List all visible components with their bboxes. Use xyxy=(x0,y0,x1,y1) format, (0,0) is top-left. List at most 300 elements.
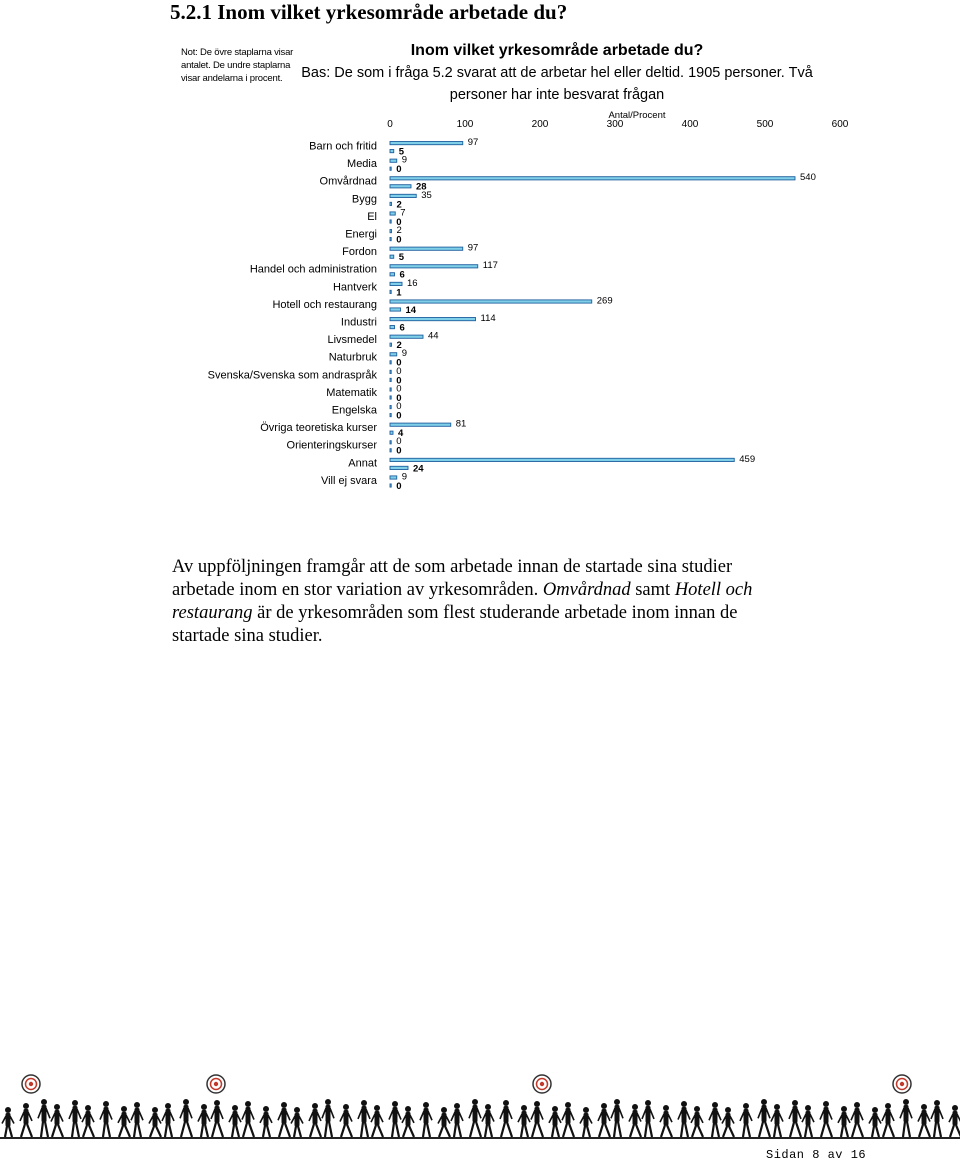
person-arm-icon xyxy=(389,1110,393,1120)
person-arm-icon xyxy=(629,1113,633,1122)
person-head-icon xyxy=(121,1106,127,1112)
person-head-icon xyxy=(85,1105,91,1111)
person-arm-icon xyxy=(309,1112,313,1121)
person-head-icon xyxy=(632,1104,638,1110)
person-head-icon xyxy=(361,1100,367,1106)
data-label-procent: 2 xyxy=(396,340,402,352)
person-leg-icon xyxy=(41,1122,43,1137)
person-leg-icon xyxy=(538,1123,543,1137)
person-leg-icon xyxy=(790,1122,794,1137)
person-leg-icon xyxy=(525,1125,528,1137)
person-body-icon xyxy=(42,1105,47,1122)
data-label-procent: 14 xyxy=(405,304,417,316)
person-body-icon xyxy=(122,1112,127,1126)
person-leg-icon xyxy=(876,1126,879,1137)
person-head-icon xyxy=(281,1102,287,1108)
person-body-icon xyxy=(73,1106,78,1123)
person-arm-icon xyxy=(508,1109,512,1119)
person-body-icon xyxy=(455,1109,460,1124)
person-arm-icon xyxy=(340,1113,344,1122)
person-head-icon xyxy=(521,1105,527,1111)
bar-procent xyxy=(390,326,395,329)
person-leg-icon xyxy=(316,1124,321,1137)
bar-antal xyxy=(390,230,392,233)
person-body-icon xyxy=(842,1112,847,1126)
person-head-icon xyxy=(934,1100,940,1106)
bar-procent xyxy=(390,343,392,346)
person-leg-icon xyxy=(150,1126,154,1137)
person-arm-icon xyxy=(402,1115,406,1123)
person-arm-icon xyxy=(482,1113,486,1122)
category-label: Industri xyxy=(340,316,377,329)
person-arm-icon xyxy=(908,1108,912,1118)
person-arm-icon xyxy=(531,1110,535,1120)
person-arm-icon xyxy=(219,1109,223,1119)
category-label: Omvårdnad xyxy=(319,175,377,188)
data-label-procent: 4 xyxy=(398,428,404,440)
person-leg-icon xyxy=(692,1126,696,1137)
person-body-icon xyxy=(886,1109,891,1124)
category-label: Svenska/Svenska som andraspråk xyxy=(207,369,377,382)
person-leg-icon xyxy=(83,1125,87,1137)
person-arm-icon xyxy=(838,1115,842,1123)
person-leg-icon xyxy=(729,1126,734,1137)
person-body-icon xyxy=(935,1106,940,1123)
person-arm-icon xyxy=(379,1114,383,1122)
person-arm-icon xyxy=(2,1116,6,1124)
person-body-icon xyxy=(744,1109,749,1124)
person-arm-icon xyxy=(931,1109,935,1119)
person-head-icon xyxy=(454,1103,460,1109)
data-label-antal: 97 xyxy=(467,242,479,254)
person-leg-icon xyxy=(587,1126,590,1137)
bar-procent xyxy=(390,150,394,153)
person-body-icon xyxy=(922,1110,927,1125)
body-text-2: samt xyxy=(630,580,675,600)
axis-tick-label: 400 xyxy=(681,119,699,130)
person-arm-icon xyxy=(678,1110,682,1120)
person-leg-icon xyxy=(279,1123,283,1137)
person-arm-icon xyxy=(268,1115,272,1123)
person-arm-icon xyxy=(46,1108,50,1118)
person-arm-icon xyxy=(397,1110,401,1120)
bar-antal xyxy=(390,177,795,180)
person-leg-icon xyxy=(201,1125,203,1137)
data-label-procent: 0 xyxy=(396,445,402,457)
person-leg-icon xyxy=(9,1126,12,1137)
person-leg-icon xyxy=(599,1124,603,1137)
person-arm-icon xyxy=(477,1108,481,1118)
person-arm-icon xyxy=(766,1108,770,1118)
person-leg-icon xyxy=(249,1123,254,1137)
person-leg-icon xyxy=(956,1125,960,1137)
bar-antal xyxy=(390,282,402,285)
category-label: Fordon xyxy=(342,246,377,259)
axis-tick-label: 600 xyxy=(831,119,849,130)
person-arm-icon xyxy=(779,1113,783,1122)
data-label-procent: 5 xyxy=(398,146,405,158)
person-leg-icon xyxy=(52,1125,56,1137)
person-head-icon xyxy=(601,1103,607,1109)
person-arm-icon xyxy=(557,1115,561,1123)
person-arm-icon xyxy=(490,1113,494,1122)
person-leg-icon xyxy=(759,1122,763,1137)
person-leg-icon xyxy=(27,1124,32,1137)
bar-procent xyxy=(390,290,391,293)
bar-procent xyxy=(390,466,408,469)
axis-tick-label: 200 xyxy=(531,119,549,130)
data-label-antal: 9 xyxy=(401,471,408,483)
person-head-icon xyxy=(201,1104,207,1110)
person-leg-icon xyxy=(747,1124,750,1137)
person-arm-icon xyxy=(637,1113,641,1122)
person-leg-icon xyxy=(919,1125,923,1137)
bar-procent xyxy=(390,484,391,487)
person-leg-icon xyxy=(396,1123,399,1137)
person-leg-icon xyxy=(298,1126,301,1137)
person-arm-icon xyxy=(126,1115,130,1123)
person-arm-icon xyxy=(317,1112,321,1121)
person-arm-icon xyxy=(286,1111,290,1120)
person-leg-icon xyxy=(723,1126,727,1137)
person-leg-icon xyxy=(243,1123,247,1137)
person-arm-icon xyxy=(291,1116,295,1124)
person-body-icon xyxy=(424,1108,429,1124)
person-leg-icon xyxy=(285,1123,290,1137)
data-label-antal: 0 xyxy=(396,383,402,395)
person-body-icon xyxy=(326,1105,331,1122)
person-leg-icon xyxy=(618,1122,621,1137)
person-arm-icon xyxy=(446,1116,450,1124)
person-arm-icon xyxy=(69,1109,73,1119)
page-number: Sidan 8 av 16 xyxy=(766,1148,867,1162)
bar-procent xyxy=(390,273,395,276)
person-body-icon xyxy=(442,1113,447,1127)
bar-procent xyxy=(390,414,391,417)
person-body-icon xyxy=(184,1105,189,1122)
person-body-icon xyxy=(762,1105,767,1122)
bar-antal xyxy=(390,265,478,268)
person-body-icon xyxy=(362,1106,367,1123)
person-head-icon xyxy=(921,1104,927,1110)
person-head-icon xyxy=(152,1107,158,1113)
person-body-icon xyxy=(153,1113,158,1127)
person-arm-icon xyxy=(699,1115,703,1123)
person-leg-icon xyxy=(661,1125,665,1137)
person-arm-icon xyxy=(500,1109,504,1119)
person-leg-icon xyxy=(774,1125,776,1137)
walking-people-footer-image xyxy=(0,1062,960,1142)
category-label: Hotell och restaurang xyxy=(272,298,377,311)
person-head-icon xyxy=(23,1103,29,1109)
person-head-icon xyxy=(694,1106,700,1112)
person-arm-icon xyxy=(428,1111,432,1120)
data-label-antal: 269 xyxy=(596,295,613,307)
person-arm-icon xyxy=(846,1115,850,1123)
bar-antal xyxy=(390,458,734,461)
person-body-icon xyxy=(584,1113,589,1127)
person-body-icon xyxy=(264,1112,269,1126)
person-head-icon xyxy=(805,1105,811,1111)
person-leg-icon xyxy=(552,1126,554,1137)
person-arm-icon xyxy=(758,1108,762,1118)
person-leg-icon xyxy=(743,1124,745,1137)
person-leg-icon xyxy=(934,1122,936,1137)
person-leg-icon xyxy=(5,1126,7,1137)
person-leg-icon xyxy=(76,1122,79,1137)
person-leg-icon xyxy=(107,1123,110,1137)
person-head-icon xyxy=(761,1099,767,1105)
bar-procent xyxy=(390,238,391,241)
person-arm-icon xyxy=(650,1109,654,1119)
person-leg-icon xyxy=(119,1126,123,1137)
person-head-icon xyxy=(72,1100,78,1106)
body-paragraph xyxy=(172,556,797,648)
body-emphasis-2: Hotell och restaurang xyxy=(172,580,753,623)
bar-procent xyxy=(390,202,392,205)
person-arm-icon xyxy=(828,1110,832,1120)
person-leg-icon xyxy=(329,1122,332,1137)
bar-antal xyxy=(390,335,423,338)
person-body-icon xyxy=(633,1110,638,1125)
person-body-icon xyxy=(855,1108,860,1124)
person-arm-icon xyxy=(882,1112,886,1121)
person-arm-icon xyxy=(299,1116,303,1124)
person-arm-icon xyxy=(242,1110,246,1120)
person-arm-icon xyxy=(939,1109,943,1119)
person-head-icon xyxy=(903,1099,909,1105)
person-head-icon xyxy=(312,1103,318,1109)
person-head-icon xyxy=(952,1105,958,1111)
person-leg-icon xyxy=(852,1123,856,1137)
person-leg-icon xyxy=(889,1124,894,1137)
person-body-icon xyxy=(55,1110,60,1125)
category-label: Media xyxy=(347,158,377,171)
person-leg-icon xyxy=(805,1125,807,1137)
person-head-icon xyxy=(565,1102,571,1108)
person-arm-icon xyxy=(820,1110,824,1120)
person-body-icon xyxy=(522,1111,527,1125)
person-arm-icon xyxy=(459,1112,463,1121)
person-leg-icon xyxy=(950,1125,954,1137)
person-head-icon xyxy=(583,1107,589,1113)
person-arm-icon xyxy=(162,1112,166,1121)
person-leg-icon xyxy=(72,1122,74,1137)
person-leg-icon xyxy=(470,1122,474,1137)
data-label-procent: 0 xyxy=(396,216,402,228)
person-arm-icon xyxy=(20,1112,24,1121)
person-body-icon xyxy=(695,1112,700,1126)
data-label-antal: 7 xyxy=(400,207,406,219)
person-arm-icon xyxy=(686,1110,690,1120)
person-body-icon xyxy=(295,1113,300,1127)
person-arm-icon xyxy=(420,1111,424,1120)
person-leg-icon xyxy=(310,1124,314,1137)
person-body-icon xyxy=(282,1108,287,1124)
person-leg-icon xyxy=(485,1125,487,1137)
person-leg-icon xyxy=(476,1122,481,1137)
person-leg-icon xyxy=(169,1124,172,1137)
category-label: Orienteringskurser xyxy=(286,439,377,452)
person-arm-icon xyxy=(851,1111,855,1120)
person-arm-icon xyxy=(526,1114,530,1122)
data-label-procent: 0 xyxy=(396,410,402,422)
person-leg-icon xyxy=(205,1125,208,1137)
person-leg-icon xyxy=(765,1122,770,1137)
person-head-icon xyxy=(552,1106,558,1112)
data-label-antal: 2 xyxy=(396,225,402,236)
bar-procent xyxy=(390,255,394,258)
data-label-procent: 5 xyxy=(398,252,405,264)
data-label-procent: 6 xyxy=(399,322,405,334)
body-emphasis-1: Omvårdnad xyxy=(542,580,631,600)
person-arm-icon xyxy=(108,1110,112,1120)
person-arm-icon xyxy=(211,1109,215,1119)
person-body-icon xyxy=(406,1112,411,1126)
data-label-procent: 0 xyxy=(396,480,402,492)
person-leg-icon xyxy=(365,1122,368,1137)
chart-note: Not: De övre staplarna visar antalet. De undre staplarna visar andelarna i procent. xyxy=(181,47,294,84)
person-head-icon xyxy=(41,1099,47,1105)
bar-antal xyxy=(390,406,391,409)
bar-procent xyxy=(390,378,391,381)
data-label-procent: 2 xyxy=(396,199,402,211)
person-arm-icon xyxy=(188,1108,192,1118)
person-arm-icon xyxy=(797,1109,801,1119)
person-body-icon xyxy=(135,1108,140,1124)
person-body-icon xyxy=(86,1111,91,1125)
person-leg-icon xyxy=(698,1126,703,1137)
person-body-icon xyxy=(824,1107,829,1123)
person-head-icon xyxy=(534,1101,540,1107)
category-label: Livsmedel xyxy=(327,334,377,347)
person-head-icon xyxy=(712,1102,718,1108)
person-leg-icon xyxy=(712,1123,714,1137)
body-text-1: Av uppföljningen framgår att de som arbetade innan de startade sina studier arbetade inom en stor variation av yrkesområden. xyxy=(172,557,733,600)
data-label-procent: 0 xyxy=(396,234,402,246)
person-body-icon xyxy=(806,1111,811,1125)
person-body-icon xyxy=(24,1109,29,1124)
data-label-procent: 6 xyxy=(399,269,405,281)
person-head-icon xyxy=(485,1104,491,1110)
person-body-icon xyxy=(602,1109,607,1124)
person-arm-icon xyxy=(570,1111,574,1120)
person-arm-icon xyxy=(748,1112,752,1121)
person-arm-icon xyxy=(789,1109,793,1119)
person-arm-icon xyxy=(229,1114,233,1122)
person-leg-icon xyxy=(232,1125,234,1137)
person-leg-icon xyxy=(125,1126,130,1137)
person-arm-icon xyxy=(348,1113,352,1122)
person-head-icon xyxy=(614,1099,620,1105)
person-head-icon xyxy=(392,1101,398,1107)
person-head-icon xyxy=(374,1105,380,1111)
bar-antal xyxy=(390,212,395,215)
person-head-icon xyxy=(54,1104,60,1110)
data-label-procent: 0 xyxy=(396,392,402,404)
person-leg-icon xyxy=(409,1126,414,1137)
bar-procent xyxy=(390,220,391,223)
person-leg-icon xyxy=(134,1123,136,1137)
person-leg-icon xyxy=(236,1125,239,1137)
bar-procent xyxy=(390,449,391,452)
person-arm-icon xyxy=(580,1116,584,1124)
person-arm-icon xyxy=(549,1115,553,1123)
person-body-icon xyxy=(202,1110,207,1125)
person-arm-icon xyxy=(260,1115,264,1123)
person-leg-icon xyxy=(938,1122,941,1137)
person-arm-icon xyxy=(918,1113,922,1122)
person-arm-icon xyxy=(810,1114,814,1122)
axis-label: Antal/Procent xyxy=(608,110,666,121)
data-label-antal: 35 xyxy=(421,189,432,201)
person-leg-icon xyxy=(341,1125,345,1137)
person-body-icon xyxy=(486,1110,491,1125)
person-leg-icon xyxy=(181,1122,185,1137)
person-arm-icon xyxy=(237,1114,241,1122)
category-label: Övriga teoretiska kurser xyxy=(260,422,377,435)
person-leg-icon xyxy=(614,1122,616,1137)
person-leg-icon xyxy=(103,1123,105,1137)
person-arm-icon xyxy=(278,1111,282,1120)
person-head-icon xyxy=(663,1105,669,1111)
bar-procent xyxy=(390,396,391,399)
person-arm-icon xyxy=(722,1116,726,1124)
person-head-icon xyxy=(681,1101,687,1107)
person-arm-icon xyxy=(771,1113,775,1122)
person-leg-icon xyxy=(489,1125,492,1137)
category-label: Hantverk xyxy=(332,281,377,294)
person-leg-icon xyxy=(821,1123,825,1137)
category-label: Vill ej svara xyxy=(320,474,377,487)
bar-procent xyxy=(390,308,401,311)
axis-tick-label: 300 xyxy=(606,119,624,130)
person-arm-icon xyxy=(180,1108,184,1118)
person-arm-icon xyxy=(539,1110,543,1120)
person-body-icon xyxy=(313,1109,318,1124)
data-label-procent: 0 xyxy=(396,164,402,176)
person-arm-icon xyxy=(250,1110,254,1120)
person-arm-icon xyxy=(451,1112,455,1121)
axis-tick-label: 500 xyxy=(756,119,774,130)
target-center-icon xyxy=(540,1082,544,1086)
person-arm-icon xyxy=(900,1108,904,1118)
person-arm-icon xyxy=(59,1113,63,1122)
person-arm-icon xyxy=(606,1112,610,1121)
category-label: Barn och fritid xyxy=(309,140,377,153)
person-body-icon xyxy=(215,1106,220,1123)
person-body-icon xyxy=(646,1106,651,1123)
bar-antal xyxy=(390,441,391,444)
data-label-antal: 0 xyxy=(396,436,402,448)
person-leg-icon xyxy=(263,1126,265,1137)
person-leg-icon xyxy=(903,1122,905,1137)
person-head-icon xyxy=(103,1101,109,1107)
person-body-icon xyxy=(904,1105,909,1122)
person-leg-icon xyxy=(392,1123,394,1137)
data-label-antal: 540 xyxy=(800,172,816,184)
person-leg-icon xyxy=(563,1123,567,1137)
person-leg-icon xyxy=(778,1125,781,1137)
person-body-icon xyxy=(246,1107,251,1123)
person-head-icon xyxy=(872,1107,878,1113)
axis-tick-label: 100 xyxy=(456,119,474,130)
person-arm-icon xyxy=(100,1110,104,1120)
bar-antal xyxy=(390,318,476,321)
person-arm-icon xyxy=(691,1115,695,1123)
data-label-procent: 0 xyxy=(396,375,402,387)
category-label: Naturbruk xyxy=(328,351,377,364)
